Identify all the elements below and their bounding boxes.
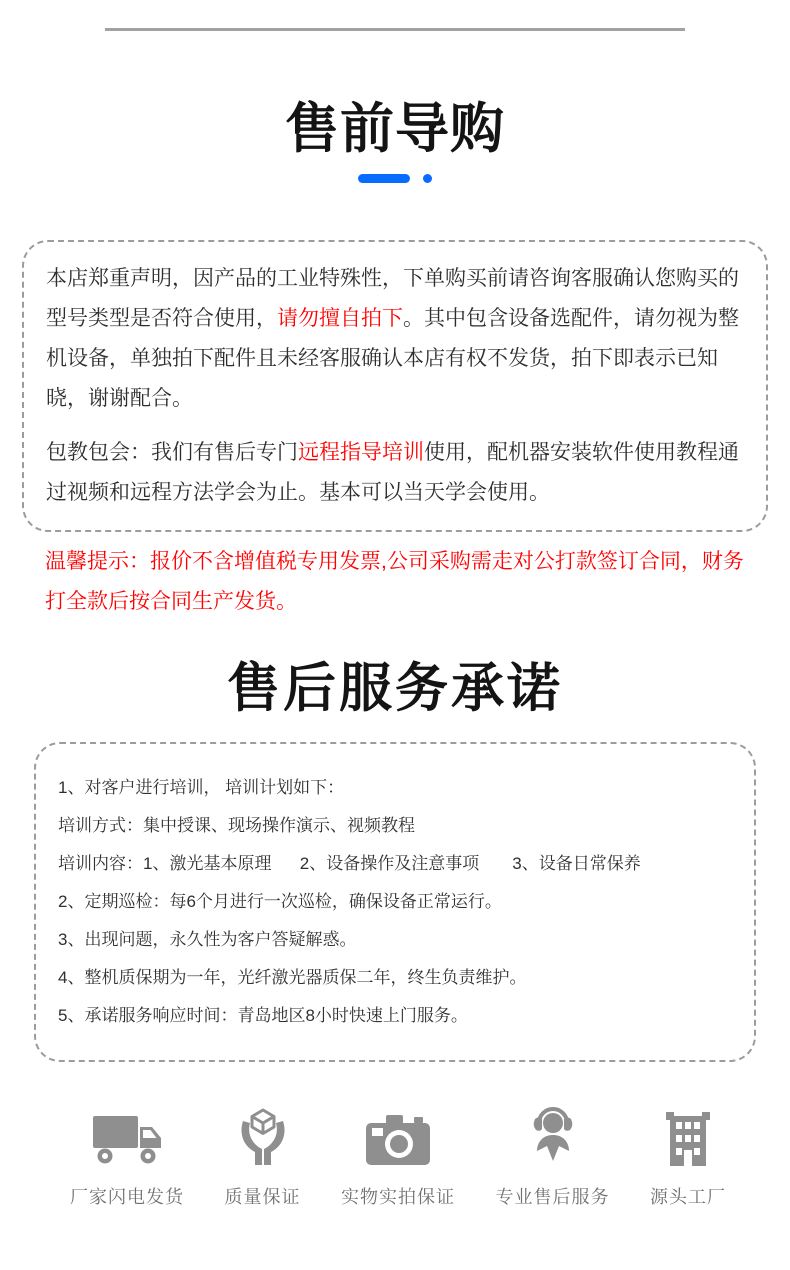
presale-notice-box [22,240,768,532]
service-line: 4、整机质保期为一年，光纤激光器质保二年，终生负责维护。 [58,968,527,988]
service-line: 培训方式：集中授课、现场操作演示、视频教程 [58,816,415,836]
feature-aftersale-service [496,1104,610,1209]
service-line: 培训内容：1、激光基本原理 2、设备操作及注意事项 3、设备日常保养 [58,854,641,874]
accent-dot [423,174,432,183]
service-line: 2、定期巡检：每6个月进行一次巡检，确保设备正常运行。 [58,892,502,912]
training-paragraph [46,433,744,513]
title-accent [0,174,790,183]
camera-icon [365,1104,431,1166]
service-line: 5、承诺服务响应时间：青岛地区8小时快速上门服务。 [58,1006,468,1026]
feature-real-photo [341,1104,455,1209]
accent-bar [358,174,410,183]
feature-label: 实物实拍保证 [341,1187,455,1208]
feature-label: 质量保证 [224,1187,301,1208]
store-declaration-paragraph [46,259,744,419]
service-line: 3、出现问题，永久性为客户答疑解惑。 [58,930,357,950]
service-line: 1、对客户进行培训， 培训计划如下： [58,778,345,798]
product-detail-page [0,28,790,1270]
warm-tip-text: 温馨提示：报价不含增值税专用发票,公司采购需走对公打款签订合同，财务打全款后按合同生产发货。 [45,549,744,613]
training-highlight: 远程指导培训 [298,440,424,464]
training-text-before: 包教包会：我们有售后专门 [46,440,298,464]
feature-label: 源头工厂 [650,1187,726,1208]
aftersale-title: 售后服务承诺 [227,658,563,718]
quality-icon [234,1104,292,1166]
training-text-after: 使用，配机器安装软件使用教程通过视频和远程方法学会为止。基本可以当天学会使用。 [46,440,739,504]
truck-icon [90,1104,164,1166]
headset-icon [528,1104,578,1166]
feature-label: 专业售后服务 [495,1187,610,1208]
declaration-text-after: 。其中包含设备选配件，请勿视为整机设备，单独拍下配件且未经客服确认本店有权不发货，拍下即表示已知晓，谢谢配合。 [46,306,739,410]
top-divider [105,28,685,31]
feature-quality [225,1104,301,1209]
declaration-highlight: 请勿擅自拍下 [277,306,403,330]
feature-fast-shipping [70,1104,184,1209]
factory-icon [664,1104,712,1166]
aftersale-promise-box [34,742,756,1062]
trust-badges-row [0,1104,790,1209]
feature-label: 厂家闪电发货 [70,1187,184,1208]
presale-title: 售前导购 [285,99,505,159]
feature-factory [650,1104,726,1209]
declaration-text-before: 本店郑重声明，因产品的工业特殊性，下单购买前请咨询客服确认您购买的型号类型是否符合使用， [46,266,739,330]
